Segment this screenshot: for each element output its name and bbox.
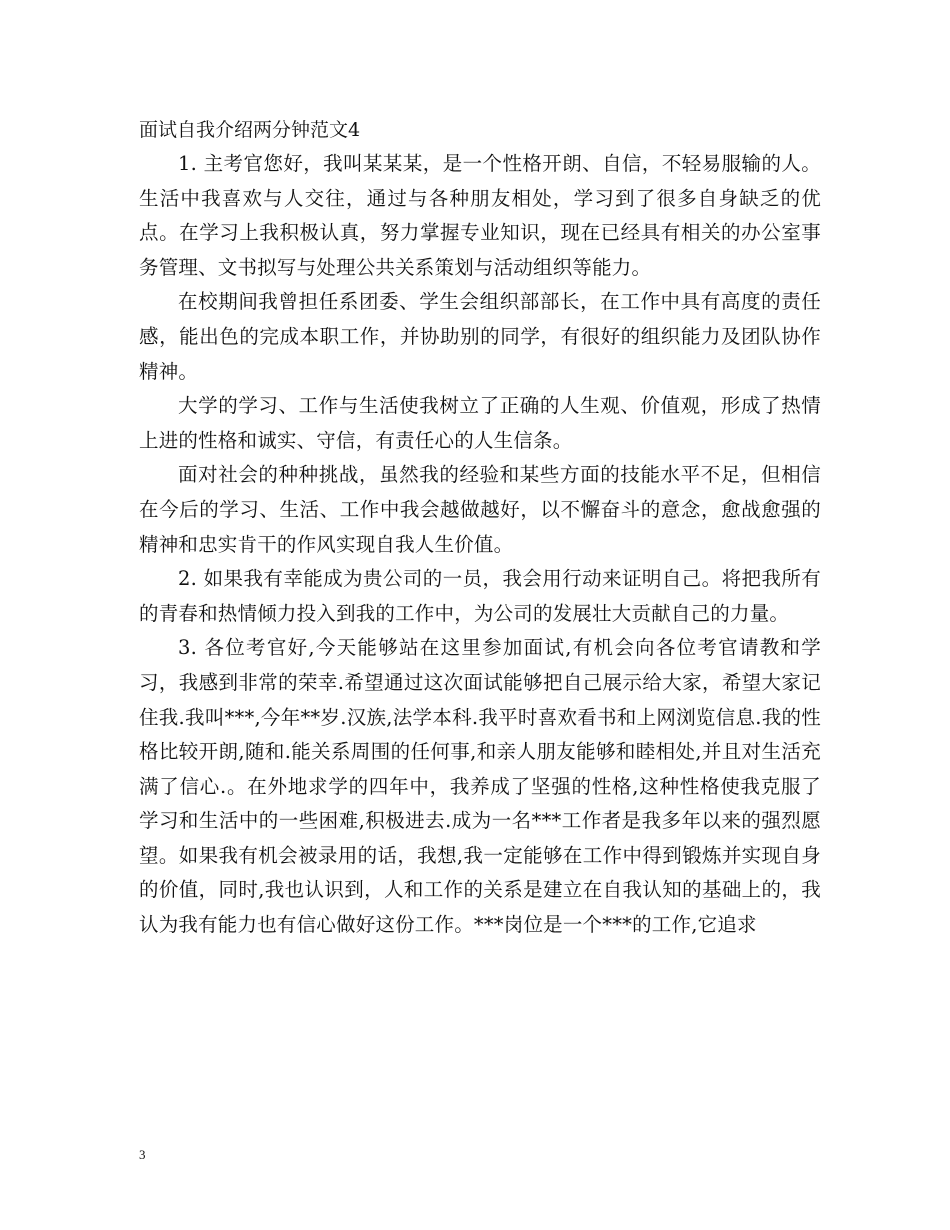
- paragraph-1: 1. 主考官您好，我叫某某某，是一个性格开朗、自信，不轻易服输的人。生活中我喜欢与人交往，通过与各种朋友相处，学习到了很多自身缺乏的优点。在学习上我积极认真，努力掌握专业知识，现在已经具有相关的办公室事务管理、文书拟写与处理公共关系策划与活动组织等能力。: [139, 152, 821, 279]
- page-number: 3: [139, 1147, 146, 1162]
- paragraph-2: 在校期间我曾担任系团委、学生会组织部部长，在工作中具有高度的责任感，能出色的完成本职工作，并协助别的同学，有很好的组织能力及团队协作精神。: [139, 290, 821, 383]
- paragraph-5: 2. 如果我有幸能成为贵公司的一员，我会用行动来证明自己。将把我所有的青春和热情倾力投入到我的工作中，为公司的发展壮大贡献自己的力量。: [139, 567, 821, 625]
- document-title: 面试自我介绍两分钟范文4: [139, 119, 361, 141]
- document-body: [139, 113, 821, 943]
- paragraph-4: 面对社会的种种挑战，虽然我的经验和某些方面的技能水平不足，但相信在今后的学习、生活、工作中我会越做越好，以不懈奋斗的意念，愈战愈强的精神和忠实肯干的作风实现自我人生价值。: [139, 463, 821, 556]
- paragraph-6: 3. 各位考官好,今天能够站在这里参加面试,有机会向各位考官请教和学习，我感到非常的荣幸.希望通过这次面试能够把自己展示给大家，希望大家记住我.我叫***,今年**岁.汉族,法学本科.我平时喜欢看书和上网浏览信息.我的性格比较开朗,随和.能关系周围的任何事,和亲人朋友能够和睦相处,并且对生活充满了信心.。在外地求学的四年中，我养成了坚强的性格,这种性格使我克服了学习和生活中的一些困难,积极进去.成为一名***工作者是我多年以来的强烈愿望。如果我有机会被录用的话，我想,我一定能够在工作中得到锻炼并实现自身的价值，同时,我也认识到，人和工作的关系是建立在自我认知的基础上的，我认为我有能力也有信心做好这份工作。***岗位是一个***的工作,它追求: [139, 636, 821, 937]
- paragraph-3: 大学的学习、工作与生活使我树立了正确的人生观、价值观，形成了热情上进的性格和诚实、守信，有责任心的人生信条。: [139, 394, 821, 452]
